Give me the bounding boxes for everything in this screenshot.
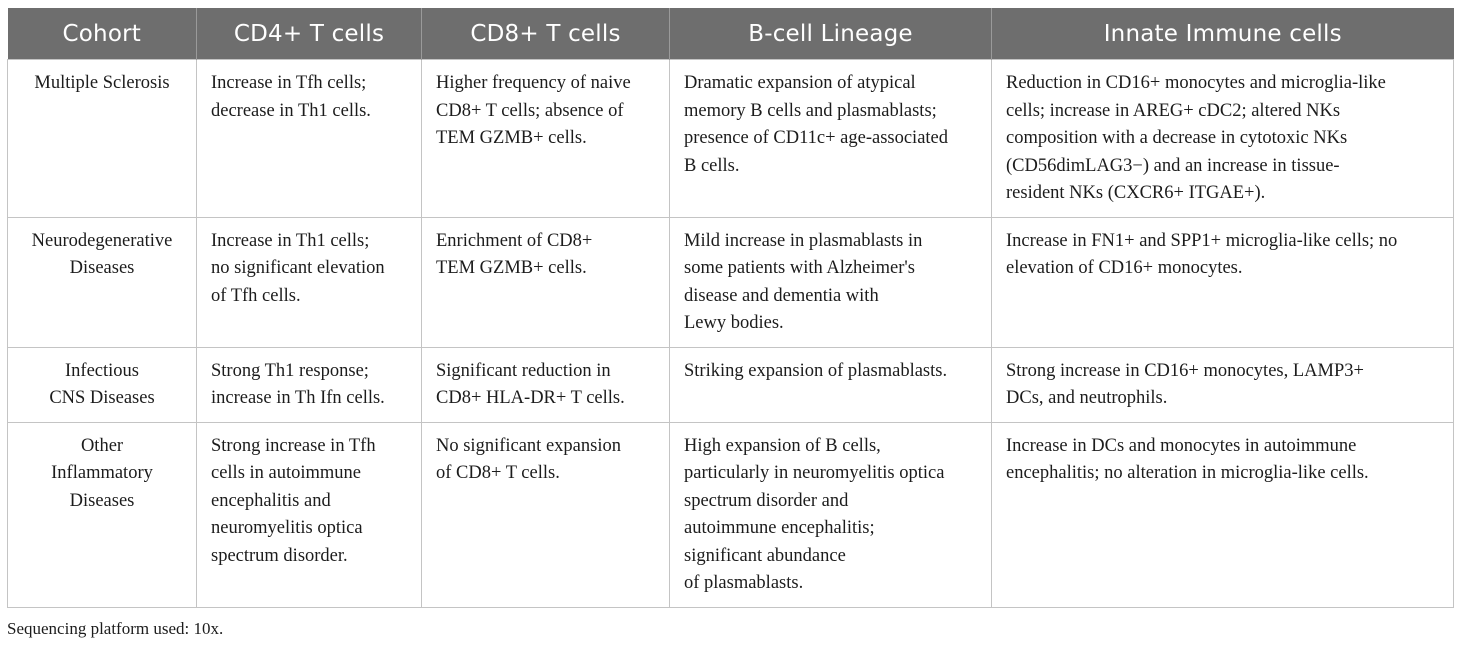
innate-cell: Reduction in CD16+ monocytes and microglia-like cells; increase in AREG+ cDC2; altered NKs composition with a decrease in cytotoxic NKs (CD56dimLAG3−) and an increase in tissue- resident NKs (CXCR6+ ITGAE+).: [992, 60, 1454, 218]
cohort-cell: Other Inflammatory Diseases: [8, 422, 197, 607]
cd8-cell: Significant reduction in CD8+ HLA-DR+ T cells.: [422, 347, 670, 422]
column-header-cd8: CD8+ T cells: [422, 8, 670, 60]
column-header-cd4: CD4+ T cells: [197, 8, 422, 60]
cd4-cell: Strong increase in Tfh cells in autoimmune encephalitis and neuromyelitis optica spectrum disorder.: [197, 422, 422, 607]
cd8-cell: No significant expansion of CD8+ T cells.: [422, 422, 670, 607]
cd8-cell: Enrichment of CD8+ TEM GZMB+ cells.: [422, 217, 670, 347]
header-row: [8, 8, 1454, 60]
cd4-cell: Strong Th1 response; increase in Th Ifn cells.: [197, 347, 422, 422]
cohort-cell: Infectious CNS Diseases: [8, 347, 197, 422]
table-wrapper: [7, 8, 1453, 608]
cohort-cell: Multiple Sclerosis: [8, 60, 197, 218]
table-row: [8, 422, 1454, 607]
innate-cell: Increase in DCs and monocytes in autoimmune encephalitis; no alteration in microglia-like cells.: [992, 422, 1454, 607]
table-row: [8, 60, 1454, 218]
innate-cell: Strong increase in CD16+ monocytes, LAMP3+ DCs, and neutrophils.: [992, 347, 1454, 422]
table-row: [8, 347, 1454, 422]
cd4-cell: Increase in Th1 cells; no significant elevation of Tfh cells.: [197, 217, 422, 347]
bcell-cell: Dramatic expansion of atypical memory B cells and plasmablasts; presence of CD11c+ age-associated B cells.: [670, 60, 992, 218]
column-header-cohort: Cohort: [8, 8, 197, 60]
cohort-cell: Neurodegenerative Diseases: [8, 217, 197, 347]
immune-cell-table: [7, 8, 1454, 608]
bcell-cell: Striking expansion of plasmablasts.: [670, 347, 992, 422]
table-footnote: Sequencing platform used: 10x.: [7, 619, 224, 638]
column-header-bcell: B-cell Lineage: [670, 8, 992, 60]
bcell-cell: Mild increase in plasmablasts in some patients with Alzheimer's disease and dementia with Lewy bodies.: [670, 217, 992, 347]
bcell-cell: High expansion of B cells, particularly in neuromyelitis optica spectrum disorder and autoimmune encephalitis; significant abundance of plasmablasts.: [670, 422, 992, 607]
cd8-cell: Higher frequency of naive CD8+ T cells; absence of TEM GZMB+ cells.: [422, 60, 670, 218]
innate-cell: Increase in FN1+ and SPP1+ microglia-like cells; no elevation of CD16+ monocytes.: [992, 217, 1454, 347]
cd4-cell: Increase in Tfh cells; decrease in Th1 cells.: [197, 60, 422, 218]
column-header-innate: Innate Immune cells: [992, 8, 1454, 60]
table-row: [8, 217, 1454, 347]
